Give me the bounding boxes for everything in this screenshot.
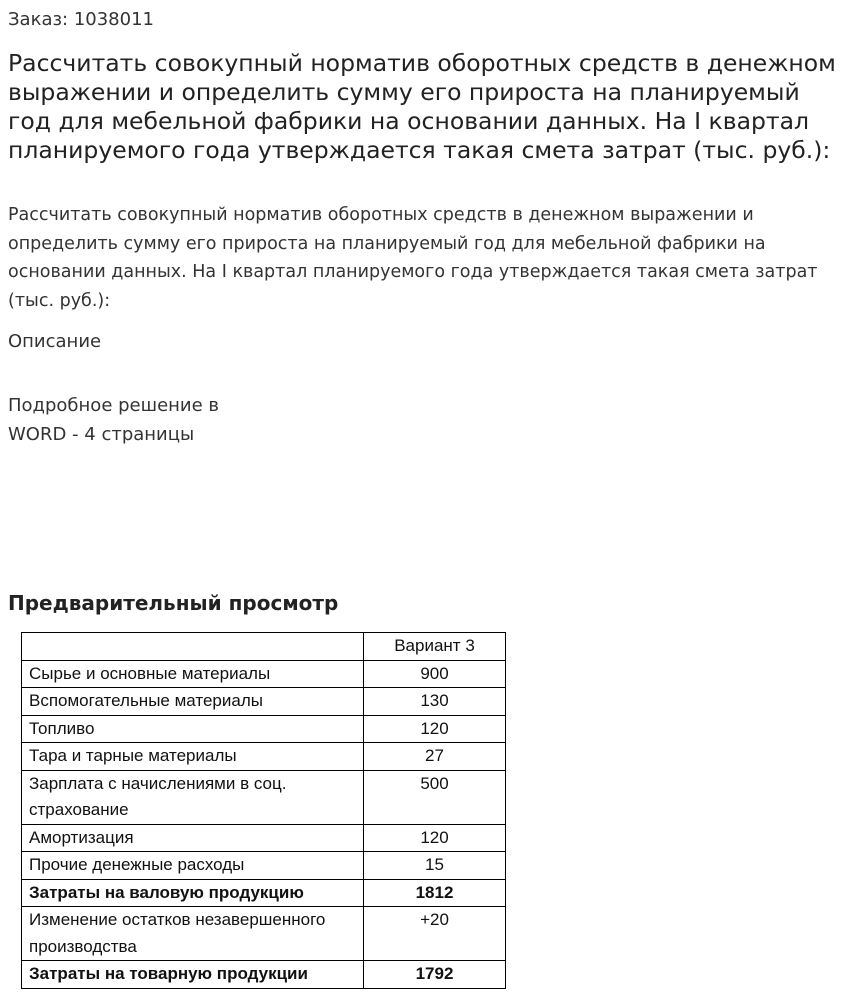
table-row	[22, 824, 506, 852]
row-value: 1792	[364, 961, 506, 989]
row-value: 500	[364, 770, 506, 824]
table-row	[22, 907, 506, 961]
row-label: Зарплата с начислениями в соц. страхование	[22, 770, 364, 824]
row-value: 27	[364, 743, 506, 771]
row-label: Топливо	[22, 715, 364, 743]
row-value: 900	[364, 660, 506, 688]
table-row	[22, 688, 506, 716]
row-value: 1812	[364, 879, 506, 907]
row-value: +20	[364, 907, 506, 961]
table-row-total	[22, 961, 506, 989]
table-row-total	[22, 879, 506, 907]
table-row	[22, 743, 506, 771]
table-row	[22, 660, 506, 688]
row-label: Прочие денежные расходы	[22, 852, 364, 880]
table-row	[22, 852, 506, 880]
cost-estimate-table	[21, 632, 506, 989]
row-label: Изменение остатков незавершенного производства	[22, 907, 364, 961]
preview-heading: Предварительный просмотр	[8, 591, 339, 615]
table-header-cell	[22, 633, 364, 661]
solution-info-line-2: WORD - 4 страницы	[8, 424, 195, 445]
row-label: Сырье и основные материалы	[22, 660, 364, 688]
solution-info	[8, 391, 248, 449]
description-heading: Описание	[8, 331, 102, 352]
table-row	[22, 715, 506, 743]
row-value: 15	[364, 852, 506, 880]
row-value: 120	[364, 715, 506, 743]
row-label: Амортизация	[22, 824, 364, 852]
row-label: Вспомогательные материалы	[22, 688, 364, 716]
table-header-variant: Вариант 3	[364, 633, 506, 661]
task-title: Рассчитать совокупный норматив оборотных средств в денежном выражении и определить сумму его прироста на планируемый год для мебельной фабрики на основании данных. На I квартал планируемого года утверждается такая смета затрат (тыс. руб.):	[8, 49, 836, 164]
row-label: Тара и тарные материалы	[22, 743, 364, 771]
row-value: 130	[364, 688, 506, 716]
task-description: Рассчитать совокупный норматив оборотных средств в денежном выражении и определить сумму его прироста на планируемый год для мебельной фабрики на основании данных. На I квартал планируемого года утверждается такая смета затрат (тыс. руб.):	[8, 205, 818, 311]
table-header-row	[22, 633, 506, 661]
row-value: 120	[364, 824, 506, 852]
solution-info-line-1: Подробное решение в	[8, 395, 220, 416]
row-label: Затраты на товарную продукции	[22, 961, 364, 989]
table-row	[22, 770, 506, 824]
order-number: Заказ: 1038011	[8, 9, 154, 30]
row-label: Затраты на валовую продукцию	[22, 879, 364, 907]
